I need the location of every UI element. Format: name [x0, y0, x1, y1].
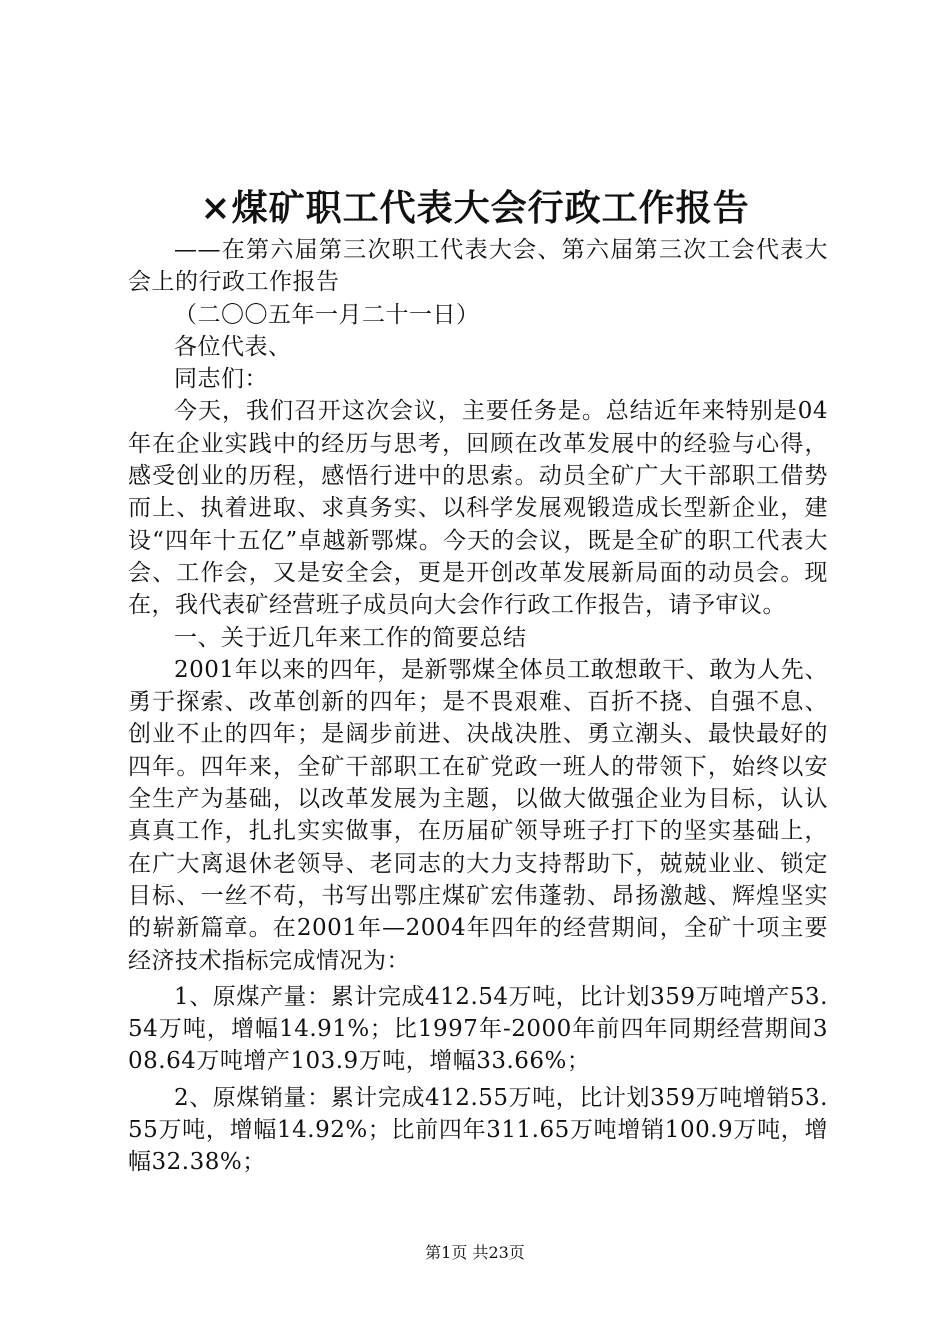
- salutation-line-1: 各位代表、: [174, 333, 292, 360]
- document-title: ×煤矿职工代表大会行政工作报告: [200, 187, 750, 229]
- document-date: （二〇〇五年一月二十一日）: [174, 301, 480, 328]
- page-number-footer: 第1页 共23页: [425, 1243, 525, 1262]
- paragraph-item-2: 2、原煤销量：累计完成412.55万吨，比计划359万吨增销53.55万吨，增幅14.92%；比前四年311.65万吨增销100.9万吨，增幅32.38%；: [128, 1084, 828, 1176]
- document-body: [128, 234, 828, 1179]
- section-heading: 一、关于近几年来工作的简要总结: [174, 624, 527, 651]
- document-subtitle: ——在第六届第三次职工代表大会、第六届第三次工会代表大会上的行政工作报告: [128, 237, 828, 296]
- paragraph-item-1: 1、原煤产量：累计完成412.54万吨，比计划359万吨增产53.54万吨，增幅14.91%；比1997年-2000年前四年同期经营期间308.64万吨增产103.9万吨，增幅33.66%；: [128, 983, 828, 1075]
- salutation-line-2: 同志们：: [174, 366, 268, 393]
- paragraph-opening: 今天，我们召开这次会议，主要任务是。总结近年来特别是04年在企业实践中的经历与思考，回顾在改革发展中的经验与心得，感受创业的历程，感悟行进中的思索。动员全矿广大干部职工借势而上、执着进取、求真务实、以科学发展观锻造成长型新企业，建设“四年十五亿”卓越新鄂煤。今天的会议，既是全矿的职工代表大会、工作会，又是安全会，更是开创改革发展新局面的动员会。现在，我代表矿经营班子成员向大会作行政工作报告，请予审议。: [128, 398, 828, 619]
- paragraph-summary: 2001年以来的四年，是新鄂煤全体员工敢想敢干、敢为人先、勇于探索、改革创新的四年；是不畏艰难、百折不挠、自强不息、创业不止的四年；是阔步前进、决战决胜、勇立潮头、最快最好的四年。四年来，全矿干部职工在矿党政一班人的带领下，始终以安全生产为基础，以改革发展为主题，以做大做强企业为目标，认认真真工作，扎扎实实做事，在历届矿领导班子打下的坚实基础上，在广大离退休老领导、老同志的大力支持帮助下，兢兢业业、锁定目标、一丝不苟，书写出鄂庄煤矿宏伟蓬勃、昂扬激越、辉煌坚实的崭新篇章。在2001年—2004年四年的经营期间，全矿十项主要经济技术指标完成情况为：: [128, 656, 828, 974]
